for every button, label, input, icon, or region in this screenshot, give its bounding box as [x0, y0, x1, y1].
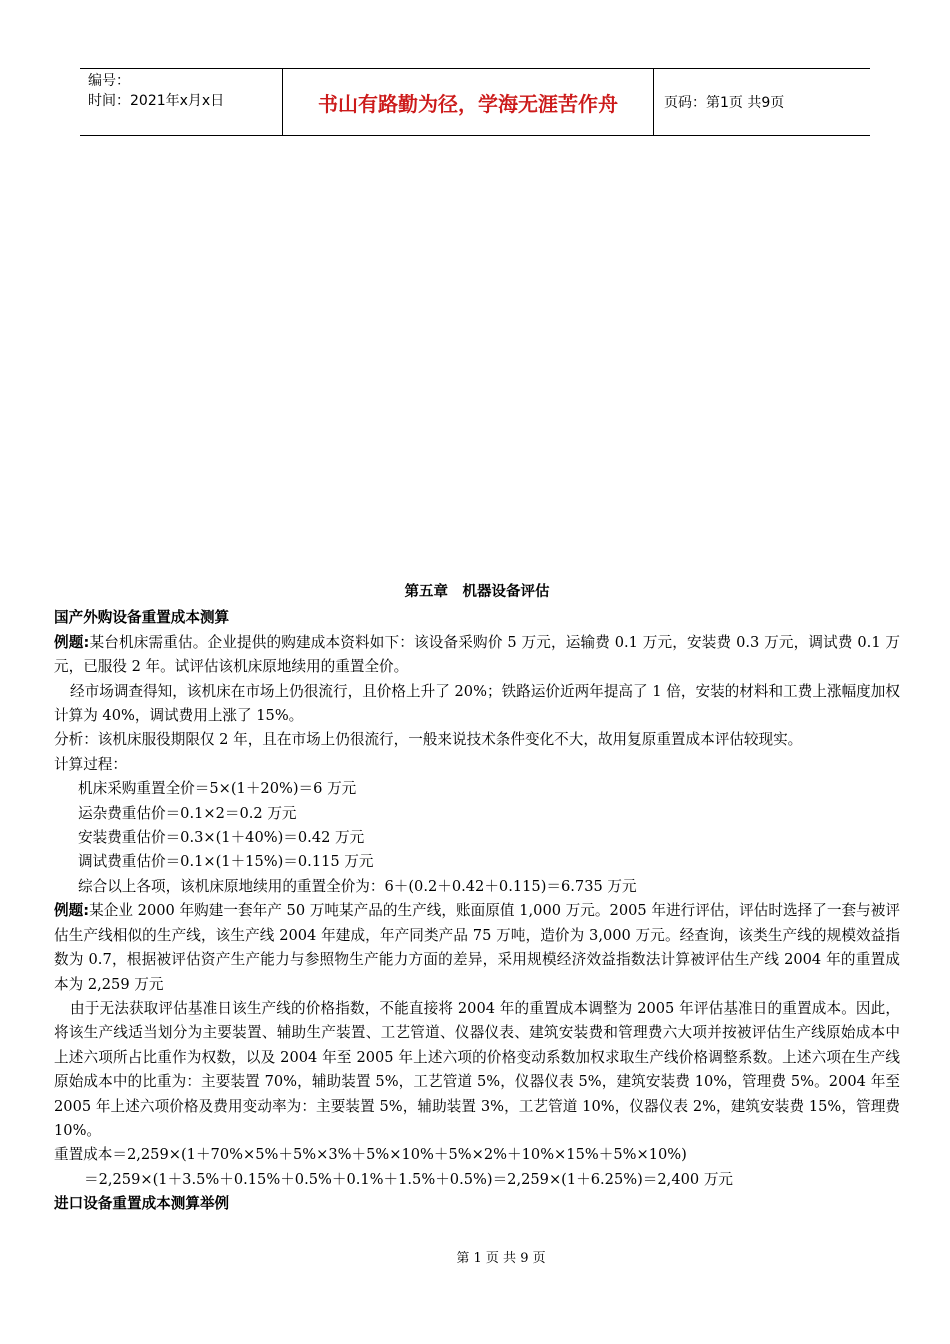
calc-line: 综合以上各项，该机床原地续用的重置全价为：6＋(0.2＋0.42＋0.115)＝6.735 万元 — [78, 877, 637, 895]
calc-line: 调试费重估价＝0.1×(1＋15%)＝0.115 万元 — [78, 853, 374, 871]
document-body — [54, 580, 900, 1217]
example2-label: 例题: — [54, 902, 90, 920]
document-header — [80, 68, 870, 136]
section2-title: 进口设备重置成本测算举例 — [54, 1195, 230, 1213]
market-paragraph: 经市场调查得知，该机床在市场上仍很流行，且价格上升了 20%；铁路运价近两年提高了 1 倍，安装的材料和工费上涨幅度加权计算为 40%，调试费用上涨了 15%。 — [54, 682, 900, 725]
page-footer: 第 1 页 共 9 页 — [456, 1251, 546, 1266]
formula-line-1: 重置成本＝2,259×(1＋70%×5%＋5%×3%＋5%×10%＋5%×2%＋10%×15%＋5%×10%) — [54, 1146, 687, 1164]
header-meta — [80, 69, 282, 135]
calc-line: 运杂费重估价＝0.1×2＝0.2 万元 — [78, 804, 297, 822]
analysis-paragraph: 分析：该机床服役期限仅 2 年，且在市场上仍很流行，一般来说技术条件变化不大，故用复原重置成本评估较现实。 — [54, 731, 803, 749]
header-page-label: 页码：第1页 共9页 — [664, 95, 785, 111]
example2-text: 某企业 2000 年购建一套年产 50 万吨某产品的生产线，账面原值 1,000 万元。2005 年进行评估，评估时选择了一套与被评估生产线相似的生产线，该生产线 2004 年建成，年产同类产品 75 万吨，造价为 3,000 万元。经查询，该类生产线的规模效益指数为 0.7，根据被评估资产生产能力与参照物生产能力方面的差异，采用规模经济效益指数法计算被评估生产线 2004 年的重置成本为 2,259 万元 — [54, 902, 900, 993]
header-motto: 书山有路勤为径，学海无涯苦作舟 — [282, 69, 654, 135]
index-paragraph: 由于无法获取评估基准日该生产线的价格指数，不能直接将 2004 年的重置成本调整为 2005 年评估基准日的重置成本。因此，将该生产线适当划分为主要装置、辅助生产装置、工艺管道、仪器仪表、建筑安装费和管理费六大项并按被评估生产线原始成本中上述六项所占比重作为权数，以及 2004 年至 2005 年上述六项的价格变动系数加权求取生产线价格调整系数。上述六项在生产线原始成本中的比重为：主要装置 70%，辅助装置 5%，工艺管道 5%，仪器仪表 5%，建筑安装费 10%，管理费 5%。2004 年至 2005 年上述六项价格及费用变动率为：主要装置 5%，辅助装置 3%，工艺管道 10%，仪器仪表 2%，建筑安装费 15%，管理费 10%。 — [54, 999, 900, 1139]
calc-line: 机床采购重置全价＝5×(1＋20%)＝6 万元 — [78, 780, 357, 798]
example1-label: 例题: — [54, 633, 90, 651]
chapter-title: 第五章 机器设备评估 — [404, 584, 550, 600]
example1-paragraph — [54, 631, 900, 680]
section1-title: 国产外购设备重置成本测算 — [54, 609, 230, 627]
calc-label: 计算过程： — [54, 755, 127, 773]
example1-text: 某台机床需重估。企业提供的购建成本资料如下：该设备采购价 5 万元，运输费 0.1 万元，安装费 0.3 万元，调试费 0.1 万元，已服役 2 年。试评估该机床原地续用的重置全价。 — [54, 633, 900, 676]
time-label: 时间：2021年x月x日 — [88, 93, 225, 109]
number-label: 编号： — [88, 73, 130, 89]
example2-paragraph — [54, 899, 900, 997]
calc-line: 安装费重估价＝0.3×(1＋40%)＝0.42 万元 — [78, 829, 365, 847]
formula-line-2: ＝2,259×(1＋3.5%＋0.15%＋0.5%＋0.1%＋1.5%＋0.5%)＝2,259×(1＋6.25%)＝2,400 万元 — [84, 1170, 734, 1188]
